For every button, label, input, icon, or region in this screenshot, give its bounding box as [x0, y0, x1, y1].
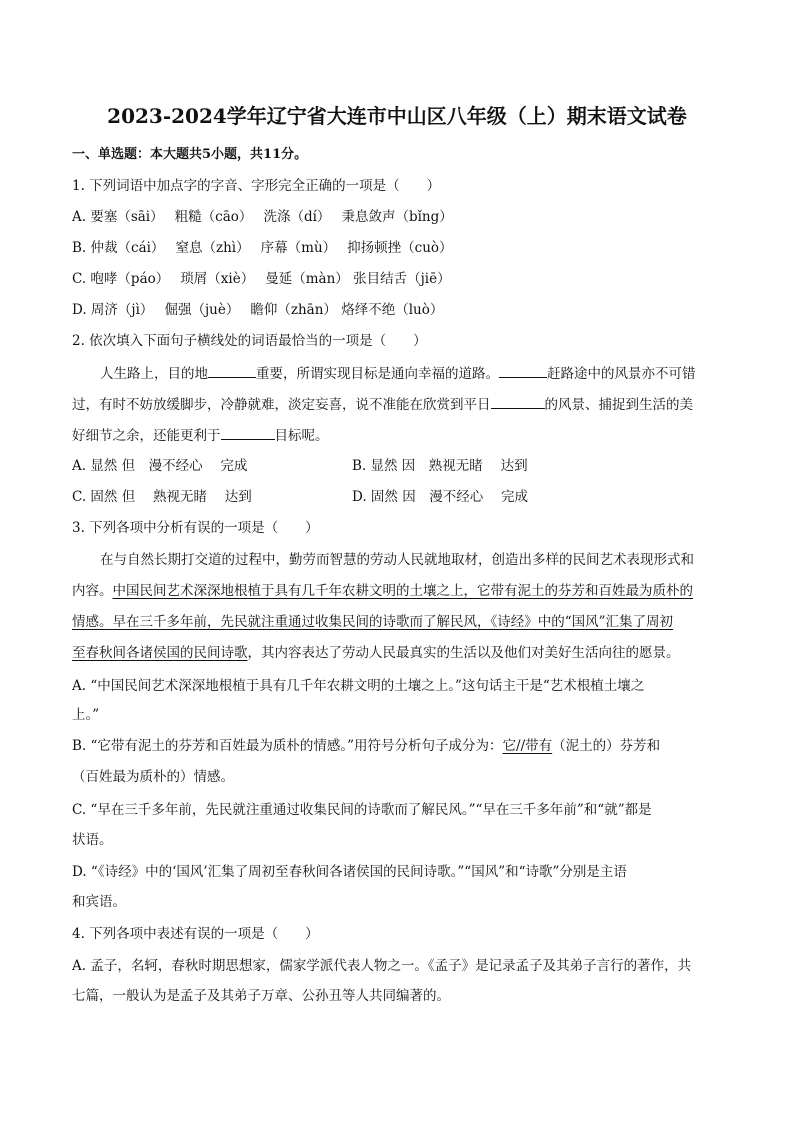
- predicate-mark: 带有: [525, 738, 553, 754]
- question-2-option-b: B. 显然 因 熟视无睹 达到: [352, 458, 528, 474]
- question-1-option-d: D. 周济（jì） 倔强（juè） 瞻仰（zhān） 烙绎不绝（luò）: [72, 302, 444, 318]
- question-1-option-c: C. 咆哮（páo） 琐屑（xiè） 曼延（màn） 张目结舌（jiē）: [72, 271, 451, 287]
- question-2-option-d: D. 固然 因 漫不经心 完成: [352, 489, 529, 505]
- underlined-text: 情感。早在三千多年前，先民就注重通过收集民间的诗歌而了解民风，《诗经》中的“国风”汇集了周初: [72, 614, 674, 630]
- question-4-option-a-line-2: 七篇，一般认为是孟子及其弟子万章、公孙丑等人共同编著的。: [72, 988, 450, 1004]
- passage-text: 目标呢。: [274, 428, 329, 444]
- question-3-option-c-line-1: C. “早在三千多年前，先民就注重通过收集民间的诗歌而了解民风。”“早在三千多年前”和“就”都是: [72, 802, 652, 818]
- fill-blank-4: [221, 425, 275, 440]
- question-2-option-c: C. 固然 但 熟视无睹 达到: [72, 489, 252, 505]
- subject-mark: 它//: [502, 738, 526, 754]
- underlined-text: 中国民间艺术深深地根植于具有几千年农耕文明的土壤之上，它带有泥土的芬芳和百姓最为质朴的: [112, 583, 693, 599]
- passage-text: 的风景、捕捉到生活的美: [544, 397, 693, 413]
- option-text: B. “它带有泥土的芬芳和百姓最为质朴的情感。”用符号分析句子成分为：: [72, 738, 503, 754]
- question-1-option-b: B. 仲裁（cái） 窒息（zhì） 序幕（mù） 抑扬顿挫（cuò）: [72, 240, 453, 256]
- passage-text: 赶路途中的风景亦不可错: [547, 366, 696, 382]
- question-3-passage-line-3: [72, 611, 673, 633]
- question-3-option-d-line-1: D. “《诗经》中的‘国风’汇集了周初至春秋间各诸侯国的民间诗歌。”“国风”和“诗歌”分别是主语: [72, 864, 627, 880]
- fill-blank-1: [208, 363, 256, 378]
- page-title: 2023-2024学年辽宁省大连市中山区八年级（上）期末语文试卷: [107, 104, 687, 128]
- passage-text: 过，有时不妨放缓脚步，冷静就难，淡定妄喜，说不准能在欣赏到平日: [72, 397, 491, 413]
- passage-text: 人生路上，目的地: [100, 366, 208, 382]
- question-3-passage-line-4: [72, 642, 680, 664]
- section-heading: 一、单选题：本大题共5小题，共11分。: [72, 147, 308, 162]
- passage-text: ，其内容表达了劳动人民最真实的生活以及他们对美好生活向往的愿景。: [247, 645, 680, 661]
- question-1-stem: 1. 下列词语中加点字的字音、字形完全正确的一项是（ ）: [72, 178, 441, 194]
- question-3-stem: 3. 下列各项中分析有误的一项是（ ）: [72, 520, 319, 536]
- question-3-option-a-line-2: 上。”: [72, 707, 100, 723]
- question-1-option-a: A. 要塞（sāi） 粗糙（cāo） 洗涤（dí） 秉息敛声（bǐng）: [72, 209, 453, 225]
- question-3-option-b-line-1: [72, 735, 660, 757]
- underlined-text: 至春秋间各诸侯国的民间诗歌: [72, 645, 248, 661]
- question-2-passage-line-2: [72, 394, 693, 416]
- question-3-option-c-line-2: 状语。: [72, 832, 113, 848]
- question-2-stem: 2. 依次填入下面句子横线处的词语最恰当的一项是（ ）: [72, 333, 427, 349]
- question-2-option-a: A. 显然 但 漫不经心 完成: [72, 458, 248, 474]
- question-2-passage-line-1: [100, 363, 696, 385]
- passage-text: 重要，所谓实现目标是通向幸福的道路。: [256, 366, 499, 382]
- question-3-passage-line-2: [72, 580, 693, 602]
- option-text: （泥土的）芬芳和: [552, 738, 661, 754]
- passage-text: 内容。: [72, 583, 113, 599]
- question-3-option-d-line-2: 和宾语。: [72, 894, 126, 910]
- fill-blank-2: [499, 363, 547, 378]
- question-3-option-b-line-2: （百姓最为质朴的）情感。: [72, 769, 234, 785]
- question-3-option-a-line-1: A. “中国民间艺术深深地根植于具有几千年农耕文明的土壤之上。”这句话主干是“艺术根植土壤之: [72, 678, 645, 694]
- passage-text: 好细节之余，还能更利于: [72, 428, 221, 444]
- question-4-stem: 4. 下列各项中表述有误的一项是（ ）: [72, 926, 319, 942]
- question-3-passage-line-1: 在与自然长期打交道的过程中，勤劳而智慧的劳动人民就地取材，创造出多样的民间艺术表现形式和: [100, 552, 694, 568]
- question-4-option-a-line-1: A. 孟子，名轲，春秋时期思想家，儒家学派代表人物之一。《孟子》是记录孟子及其弟子言行的著作，共: [72, 958, 692, 974]
- fill-blank-3: [491, 394, 545, 409]
- question-2-passage-line-3: [72, 425, 329, 447]
